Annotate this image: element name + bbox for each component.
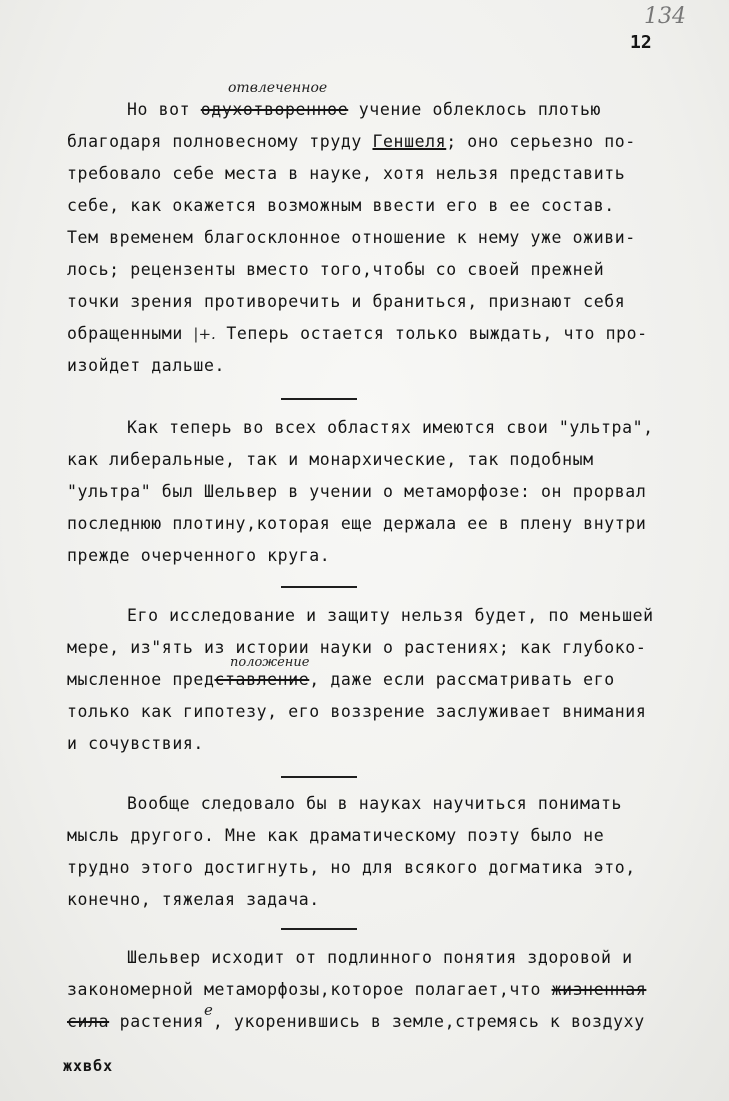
text-line: как либеральные, так и монархические, так подобным: [67, 450, 594, 469]
page-number: 12: [630, 32, 652, 53]
underlined-text: Геншеля: [372, 132, 447, 151]
text-line: лось; рецензенты вместо того,чтобы со своей прежней: [67, 260, 605, 279]
text-line: изойдет дальше.: [67, 356, 226, 375]
section-divider: [281, 398, 357, 400]
struck-text: жизненная: [551, 980, 647, 999]
text-line: прежде очерченного круга.: [67, 546, 331, 565]
text-line: конечно, тяжелая задача.: [67, 890, 320, 909]
text-line: требовало себе места в науке, хотя нельзя представить: [67, 164, 626, 183]
text-line: Вообще следовало бы в науках научиться понимать: [127, 794, 623, 813]
text-line: мере, из"ять из истории науки о растениях; как глубоко-: [67, 638, 647, 657]
text-line: закономерной метаморфозы,которое полагает,что жизненная: [67, 980, 647, 999]
text-line: последнюю плотину,которая еще держала ее в плену внутри: [67, 514, 647, 533]
struck-text: ставление: [214, 670, 310, 689]
text-line: и сочувствия.: [67, 734, 204, 753]
text-line: мысль другого. Мне как драматическому поэту было не: [67, 826, 605, 845]
section-divider: [281, 928, 357, 930]
handwritten-page-number: 134: [644, 4, 686, 29]
text-line: только как гипотезу, его воззрение заслуживает внимания: [67, 702, 647, 721]
footer-code: жхвбх: [63, 1057, 114, 1075]
text-line: Его исследование и защиту нельзя будет, по меньшей: [127, 606, 654, 625]
handwritten-correction: положение: [230, 655, 310, 670]
text-line: Как теперь во всех областях имеются свои "ультра",: [127, 418, 654, 437]
text-line: себе, как окажется возможным ввести его в ее состав.: [67, 196, 615, 215]
section-divider: [281, 586, 357, 588]
text-line: сила растенияе, укоренившись в земле,стремясь к воздуху: [67, 1001, 645, 1031]
text-line: мысленное представление, даже если рассматривать его: [67, 670, 615, 689]
section-divider: [281, 776, 357, 778]
text-line: обращенными |+. Теперь остается только выждать, что про-: [67, 324, 648, 343]
text-line: Тем временем благосклонное отношение к нему уже оживи-: [67, 228, 636, 247]
struck-text: сила: [67, 1012, 110, 1031]
text-line: "ультра" был Шельвер в учении о метаморфозе: он прорвал: [67, 482, 647, 501]
struck-text: одухотворенное: [200, 100, 349, 119]
handwritten-correction: отвлеченное: [228, 80, 328, 96]
handwritten-mark: |+.: [193, 325, 216, 343]
text-line: Но вот одухотворенное учение облеклось плотью: [127, 100, 602, 119]
handwritten-mark: е: [203, 1001, 213, 1019]
text-line: точки зрения противоречить и браниться, признают себя: [67, 292, 626, 311]
text-line: трудно этого достигнуть, но для всякого догматика это,: [67, 858, 636, 877]
text-line: Шельвер исходит от подлинного понятия здоровой и: [127, 948, 633, 967]
text-line: благодаря полновесному труду Геншеля; оно серьезно по-: [67, 132, 636, 151]
